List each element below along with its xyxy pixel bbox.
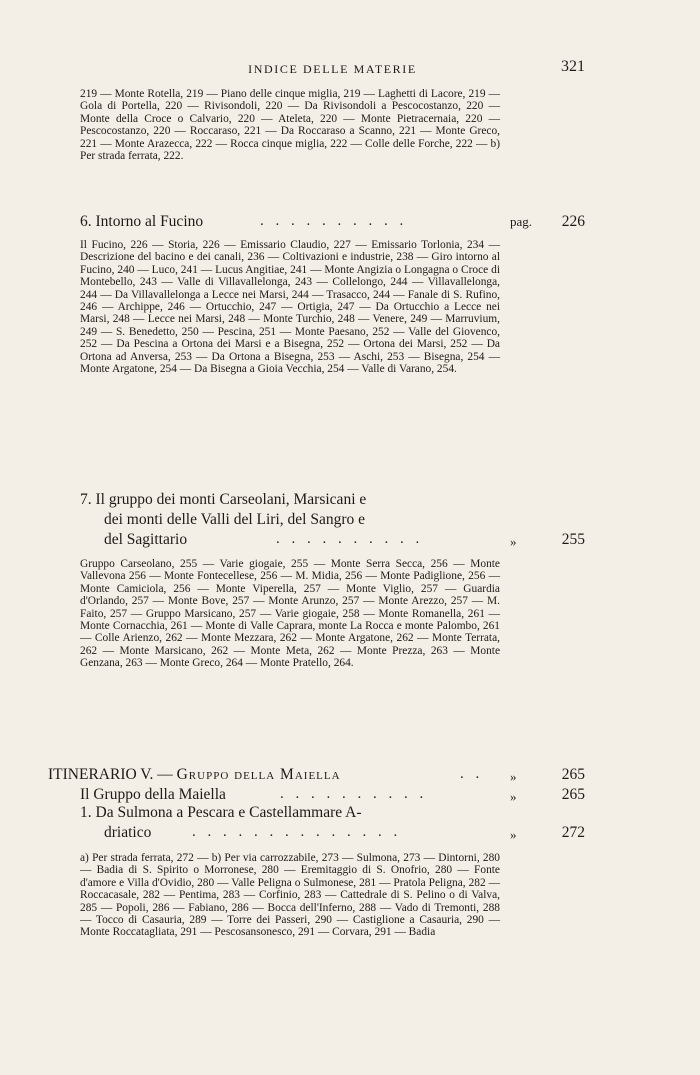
toc-entry-7-line1: 7. Il gruppo dei monti Carseolani, Marsicani e [80, 491, 367, 508]
toc-entry-7-line2: dei monti delle Valli del Liri, del Sangro e [104, 511, 366, 528]
page-number: 321 [561, 58, 585, 75]
toc-entry-7-line3: del Sagittario [104, 531, 188, 548]
carseolani-paragraph: Gruppo Carseolano, 255 — Varie giogaie, 255 — Monte Serra Secca, 256 — Monte Vallevona 256 — Monte Fontecellese, 256 — M. Midia, 256 — Monte Padiglione, 256 — Monte Camiciola, 256 — Monte Viperella, 257 — Monte Viglio, 257 — Guardia d'Orlando, 257 — Monte Bove, 257 — Monte Arunzo, 257 — Monte Arezzo, 257 — M. Faito, 257 — Gruppo Marsicano, 257 — Varie giogaie, 258 — Monte Romanella, 261 — Monte Cornacchia, 261 — Monte di Valle Caprara, monte La Rocca e monte Palombo, 261 — Colle Arienzo, 262 — Monte Mezzara, 262 — Monte Argatone, 262 — Monte Terrata, 262 — Monte Marsicano, 262 — Monte Meta, 262 — Monte Prezza, 263 — Monte Genzana, 263 — Monte Greco, 264 — Monte Pratello, 264. [80, 558, 500, 670]
ditto-mark: » [510, 534, 517, 549]
itinerario-page: 265 [561, 766, 585, 783]
toc-entry-gruppo-page: 265 [561, 786, 585, 803]
itinerario-title-prefix: ITINERARIO V. — [48, 766, 177, 783]
ditto-mark: » [510, 769, 517, 784]
toc-entry-6-page: 226 [561, 213, 585, 230]
leader-dots: . . . . . . . . . . [260, 213, 408, 229]
fucino-paragraph: Il Fucino, 226 — Storia, 226 — Emissario Claudio, 227 — Emissario Torlonia, 234 — Descrizione del bacino e dei canali, 236 — Coltivazioni e industrie, 238 — Giro intorno al Fucino, 240 — Luco, 241 — Lucus Angitiae, 241 — Monte Angizia o Longagna o Croce di Montebello, 243 — Valle di Villavallelonga, 243 — Collelongo, 244 — Villavallelonga, 244 — Da Villavallelonga a Lecce nei Marsi, 244 — Trasacco, 244 — Fanale di S. Rufino, 246 — Archippe, 246 — Ortucchio, 247 — Ortigia, 247 — Da Ortucchio a Lecce nei Marsi, 248 — Lecce nei Marsi, 248 — Monte Turchio, 248 — Venere, 249 — Marruvium, 249 — S. Benedetto, 250 — Pescina, 251 — Monte Paesano, 252 — Valle del Giovenco, 252 — Da Pescina a Ortona dei Marsi e a Bisegna, 252 — Ortona dei Marsi, 252 — Da Ortona ad Anversa, 253 — Da Ortona a Bisegna, 253 — Aschi, 253 — Bisegna, 254 — Monte Argatone, 254 — Da Bisegna a Gioia Vecchia, 254 — Valle di Varano, 254. [80, 239, 500, 376]
toc-entry-1-page: 272 [561, 824, 585, 841]
toc-entry-1-line2: driatico [104, 824, 152, 841]
ditto-mark: » [510, 789, 517, 804]
toc-entry-7-page: 255 [561, 531, 585, 548]
toc-entry-1-line1: 1. Da Sulmona a Pescara e Castellammare A- [80, 804, 362, 821]
toc-entry-gruppo [80, 785, 585, 805]
leader-dots: . . [460, 766, 484, 782]
itinerario-title-rest: Gruppo della Maiella [176, 766, 341, 783]
running-head-title: INDICE DELLE MATERIE [248, 62, 417, 76]
toc-entry-6-title: 6. Intorno al Fucino [80, 213, 204, 230]
toc-entry-1 [80, 803, 585, 845]
itinerario-title [48, 765, 341, 784]
toc-entry-gruppo-title: Il Gruppo della Maiella [80, 786, 226, 803]
running-head [80, 58, 585, 78]
sulmona-paragraph: a) Per strada ferrata, 272 — b) Per via carrozzabile, 273 — Sulmona, 273 — Dintorni, 280 — Badia di S. Spirito o Morronese, 280 — Eremitaggio di S. Onofrio, 280 — Fonte d'amore e Villa d'Ovidio, 280 — Valle Peligna o Sulmonese, 281 — Pratola Peligna, 282 — Roccacasale, 282 — Pentima, 283 — Corfinio, 283 — Cattedrale di S. Pelino o di Valva, 285 — Popoli, 286 — Fabiano, 286 — Bocca dell'Inferno, 288 — Vado di Tremonti, 288 — Tocco di Casauria, 289 — Torre dei Passeri, 290 — Castiglione a Casauria, 290 — Monte Roccatagliata, 291 — Pescosansonesco, 291 — Corvara, 291 — Badia [80, 852, 500, 939]
toc-entry-6 [80, 212, 585, 232]
ditto-mark: » [510, 827, 517, 842]
page-abbrev: pag. [510, 214, 533, 229]
leader-dots: . . . . . . . . . . [280, 786, 428, 802]
intro-paragraph: 219 — Monte Rotella, 219 — Piano delle cinque miglia, 219 — Laghetti di Lacore, 219 — Gola di Portella, 220 — Rivisondoli, 220 — Da Rivisondoli a Pescocostanzo, 220 — Monte della Croce o Calvario, 220 — Ateleta, 220 — Monte Pietracernaia, 220 — Pescocostanzo, 220 — Roccaraso, 221 — Da Roccaraso a Scanno, 221 — Monte Greco, 221 — Monte Arazecca, 222 — Rocca cinque miglia, 222 — Colle delle Forche, 222 — b) Per strada ferrata, 222. [80, 88, 500, 163]
leader-dots: . . . . . . . . . . . . . . [192, 824, 402, 840]
leader-dots: . . . . . . . . . . [276, 531, 424, 547]
itinerario-heading [48, 765, 585, 785]
toc-entry-7 [80, 490, 585, 550]
